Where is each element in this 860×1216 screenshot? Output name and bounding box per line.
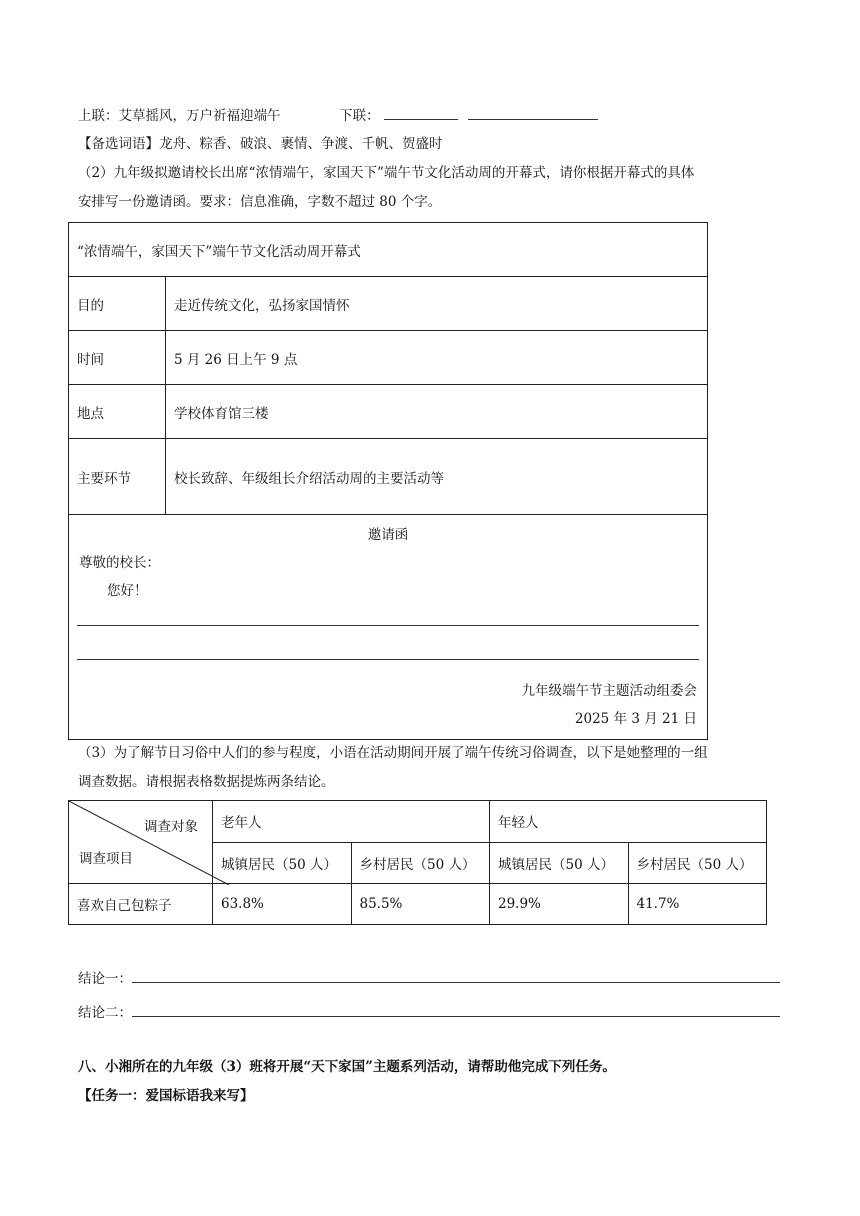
value-cell: 85.5% bbox=[351, 884, 490, 925]
value-cell: 41.7% bbox=[628, 884, 767, 925]
q3-line-1: （3）为了解节日习俗中人们的参与程度，小语在活动期间开展了端午传统习俗调查，以下是她整理的一组 bbox=[78, 745, 708, 761]
table-row bbox=[69, 385, 708, 439]
couplet-blank-1[interactable] bbox=[384, 105, 458, 120]
answer-line-2[interactable] bbox=[77, 659, 699, 660]
couplet-lower-label: 下联： bbox=[339, 108, 380, 124]
conclusion-2-label: 结论二： bbox=[78, 1005, 132, 1021]
subgroup-header: 城镇居民（50 人） bbox=[490, 842, 629, 884]
table-row bbox=[69, 277, 708, 331]
row-key: 时间 bbox=[69, 331, 166, 385]
couplet-upper: 上联：艾草摇风，万户祈福迎端午 bbox=[78, 108, 281, 124]
conclusion-2-blank[interactable] bbox=[132, 1002, 780, 1017]
invitation-box bbox=[69, 515, 708, 740]
table-row bbox=[69, 884, 767, 925]
row-value: 校长致辞、年级组长介绍活动周的主要活动等 bbox=[166, 439, 708, 515]
q2-line-1: （2）九年级拟邀请校长出席“浓情端午，家国天下”端午节文化活动周的开幕式，请你根据开幕式的具体 bbox=[78, 165, 695, 181]
row-value: 5 月 26 日上午 9 点 bbox=[166, 331, 708, 385]
invitation-greeting: 您好！ bbox=[107, 583, 148, 599]
subgroup-header: 乡村居民（50 人） bbox=[628, 842, 767, 884]
row-value: 学校体育馆三楼 bbox=[166, 385, 708, 439]
conclusion-2 bbox=[78, 1002, 780, 1023]
section-8-heading: 八、小湘所在的九年级（3）班将开展“天下家国”主题系列活动，请帮助他完成下列任务。 bbox=[78, 1059, 616, 1075]
corner-top-label: 调查对象 bbox=[144, 819, 198, 835]
value-cell: 63.8% bbox=[213, 884, 352, 925]
activity-table bbox=[68, 222, 708, 740]
row-key: 目的 bbox=[69, 277, 166, 331]
task-1-heading: 【任务一：爱国标语我来写】 bbox=[78, 1088, 254, 1104]
group-header: 年轻人 bbox=[490, 801, 767, 843]
row-label: 喜欢自己包粽子 bbox=[69, 884, 213, 925]
activity-table-title: “浓情端午，家国天下”端午节文化活动周开幕式 bbox=[69, 223, 708, 277]
invitation-signature: 九年级端午节主题活动组委会 bbox=[521, 683, 697, 699]
couplet-line bbox=[78, 105, 598, 126]
diagonal-header-cell bbox=[69, 801, 213, 884]
conclusion-1-label: 结论一： bbox=[78, 971, 132, 987]
q3-line-2: 调查数据。请根据表格数据提炼两条结论。 bbox=[78, 774, 335, 790]
invitation-title: 邀请函 bbox=[367, 527, 409, 543]
invitation-date: 2025 年 3 月 21 日 bbox=[574, 711, 697, 727]
conclusion-1 bbox=[78, 968, 780, 989]
survey-table bbox=[68, 800, 767, 925]
couplet-blank-2[interactable] bbox=[468, 105, 598, 120]
diagonal-line bbox=[69, 801, 229, 885]
corner-bottom-label: 调查项目 bbox=[79, 851, 133, 867]
invitation-salutation: 尊敬的校长： bbox=[79, 555, 160, 571]
subgroup-header: 乡村居民（50 人） bbox=[351, 842, 490, 884]
conclusion-1-blank[interactable] bbox=[132, 968, 780, 983]
subgroup-header: 城镇居民（50 人） bbox=[213, 842, 352, 884]
word-bank: 【备选词语】龙舟、粽香、破浪、裹情、争渡、千帆、贺盛时 bbox=[78, 136, 443, 152]
table-row bbox=[69, 439, 708, 515]
value-cell: 29.9% bbox=[490, 884, 629, 925]
table-row bbox=[69, 331, 708, 385]
group-header: 老年人 bbox=[213, 801, 490, 843]
row-value: 走近传统文化，弘扬家国情怀 bbox=[166, 277, 708, 331]
q2-line-2: 安排写一份邀请函。要求：信息准确，字数不超过 80 个字。 bbox=[78, 194, 442, 210]
answer-line-1[interactable] bbox=[77, 625, 699, 626]
row-key: 主要环节 bbox=[69, 439, 166, 515]
row-key: 地点 bbox=[69, 385, 166, 439]
